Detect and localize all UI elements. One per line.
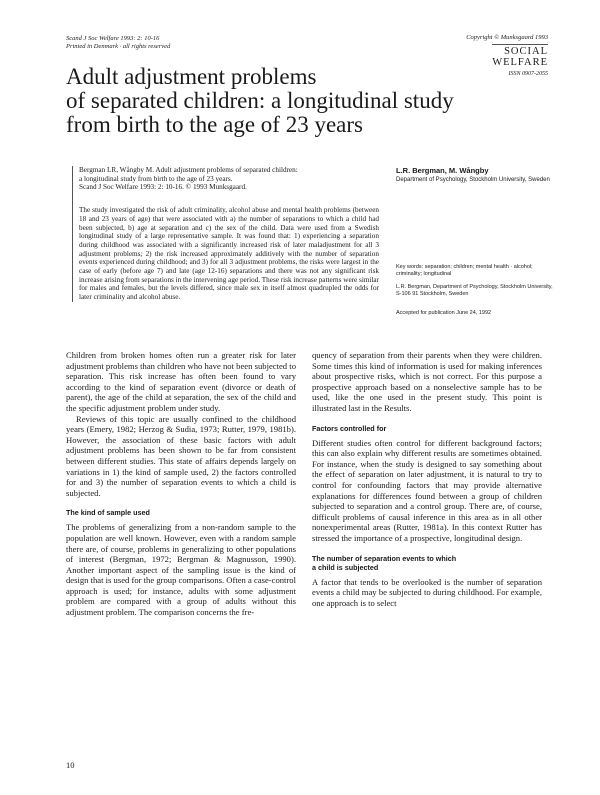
issn: ISSN 0907-2055 bbox=[508, 71, 548, 77]
article-title bbox=[66, 65, 526, 137]
paragraph: quency of separation from their parents when they were children. Some times this kind of information is used for making inferences about prospective risks, which is not correct. For this purpose a prospective approach based on a nonselective sample has to be used, like the one used in the present study. This point is illustrated last in the Results. bbox=[312, 350, 542, 413]
body-column-right bbox=[312, 350, 542, 608]
author-affiliation: Department of Psychology, Stockholm University, Sweden bbox=[396, 177, 550, 183]
paragraph: The problems of generalizing from a non-random sample to the population are well known. However, even with a random sample there are, of course, problems in generalizing to other populations of interest (Bergman, 1972; Bergman & Magnusson, 1990). Another important aspect of the sampling issue is the kind of design that is used for the group comparisons. Often a case-control approach is used; for instance, adults with some adjustment problem are compared with a group of adults without this adjustment problem. The comparison concerns the fre- bbox=[66, 522, 296, 618]
correspondence-address: L.R. Bergman, Department of Psychology, Stockholm University, S-106 91 Stockholm, Sweden bbox=[396, 284, 553, 297]
section-heading bbox=[312, 554, 542, 572]
paragraph: Different studies often control for different background factors; this can also explain why different results are sometimes obtained. For instance, when the study is designed to say something about the effect of separation on later adjustment, it is natural to try to control for confounding factors that may provide alternative explanations for differences found between a group of children subjected to separation and a control group. There are, of course, difficult problems of causal inference in this area as in all other nonexperimental areas (Rutter, 1981a). In this context Rutter has stressed the importance of a prospective, longitudinal design. bbox=[312, 437, 542, 543]
page-number: 10 bbox=[66, 760, 75, 770]
body-column-left bbox=[66, 350, 296, 618]
paragraph: Children from broken homes often run a greater risk for later adjustment problems than children who have not been subjected to separation. This risk increase has often been found to vary according to the kind of separation event (divorce or death of parent), the age of the child at separation, the sex of the child and the specific adjustment problem under study. bbox=[66, 350, 296, 413]
author-names: L.R. Bergman, M. Wångby bbox=[396, 166, 489, 175]
printed-notice: Printed in Denmark · all rights reserved bbox=[66, 43, 171, 50]
title-line-1: Adult adjustment problems bbox=[66, 64, 317, 89]
section-heading: The kind of sample used bbox=[66, 508, 150, 518]
copyright-notice: Copyright © Munksgaard 1993 bbox=[466, 34, 548, 41]
keywords: Key words: separation; children; mental health · alcohol; criminality; longitudinal bbox=[396, 264, 533, 277]
journal-name-line-2: WELFARE bbox=[492, 57, 548, 68]
running-header bbox=[66, 35, 170, 51]
title-line-3: from birth to the age of 23 years bbox=[66, 112, 363, 137]
author-sidebar bbox=[396, 166, 554, 316]
citation-line-3: Scand J Soc Welfare 1993: 2: 10-16. © 1993 Munksgaard. bbox=[79, 183, 247, 192]
heading-line-1: The number of separation events to which bbox=[312, 553, 457, 563]
citation-line-2: a longitudinal study from birth to the age of 23 years. bbox=[79, 174, 233, 183]
paragraph: Reviews of this topic are usually confined to the childhood years (Emery, 1982; Herzog & Sudia, 1973; Rutter, 1979, 1981b). However, the association of these basic factors with adult adjustment problems has been shown to be far from consistent between different studies. This state of affairs depends largely on variations in 1) the kind of sample used, 2) the factors controlled for and 3) the number of separation events to which a child is subjected. bbox=[66, 413, 296, 498]
journal-reference: Scand J Soc Welfare 1993: 2: 10-16 bbox=[66, 35, 160, 42]
paragraph: A factor that tends to be overlooked is the number of separation events a child may be subjected to during childhood. For example, one approach is to select bbox=[312, 576, 542, 608]
abstract bbox=[72, 166, 379, 302]
journal-name-line-1: SOCIAL bbox=[504, 46, 548, 57]
accepted-date: Accepted for publication June 24, 1992 bbox=[396, 310, 492, 316]
citation-line-1: Bergman LR, Wångby M. Adult adjustment problems of separated children: bbox=[79, 166, 298, 174]
section-heading: Factors controlled for bbox=[312, 423, 387, 433]
abstract-text: The study investigated the risk of adult criminality, alcohol abuse and mental health problems (between 18 and 23 years of age) that were associated with a) the number of separations to which a child had been subjected, b) age at separation and c) the sex of the child. Data were used from a Swedish longitudinal study of a large representative sample. It was found that: 1) experiencing a separation during childhood was associated with a significantly increased risk of later maladjustment for all 3 adjustment problems; 2) the risk increased approximately additively with the number of separation events experienced during childhood; and 3) for all 3 adjustment problems, the risks were largest in the case of early (before age 7) and late (age 12-16) separations and there was not any significant risk increase arising from separations in the intervening age period. These risk increase patterns were similar for males and females, but the levels differed, since male sex in itself almost quadrupled the odds for later criminality and alcohol abuse. bbox=[79, 206, 379, 302]
heading-line-2: a child is subjected bbox=[312, 562, 379, 572]
title-line-2: of separated children: a longitudinal study bbox=[66, 88, 454, 113]
